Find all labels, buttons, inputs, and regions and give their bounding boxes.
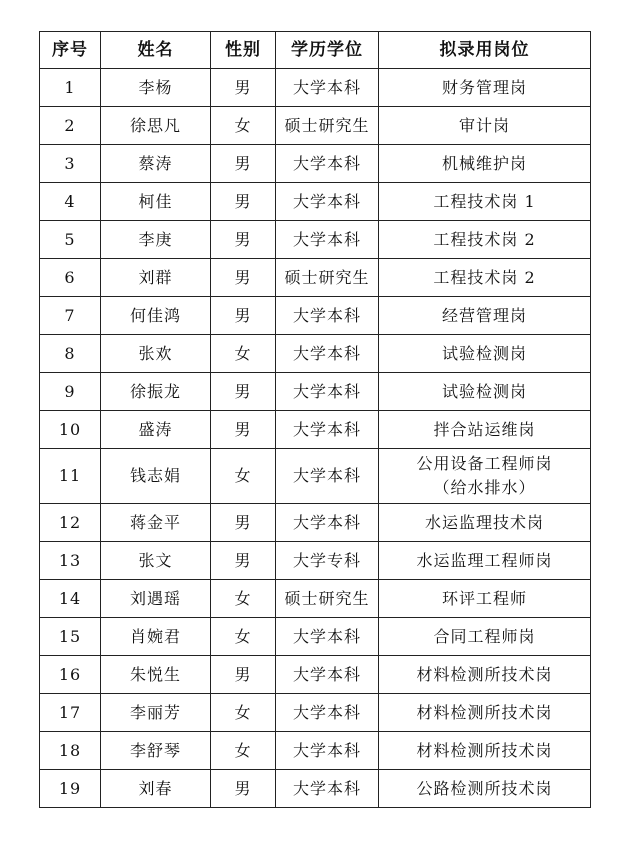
cell-name: 李庚 — [101, 221, 211, 259]
cell-name: 刘春 — [101, 770, 211, 808]
hiring-roster-table — [39, 31, 591, 808]
position-line: 环评工程师 — [441, 588, 527, 608]
cell-serial-number: 15 — [40, 618, 101, 656]
cell-position — [379, 259, 591, 297]
cell-education: 硕士研究生 — [276, 259, 379, 297]
cell-position — [379, 335, 591, 373]
cell-serial-number: 11 — [40, 449, 101, 504]
position-line: （给水排水） — [433, 478, 536, 497]
cell-gender: 女 — [211, 694, 276, 732]
table-row — [40, 69, 591, 107]
cell-serial-number: 10 — [40, 411, 101, 449]
cell-serial-number: 13 — [40, 542, 101, 580]
cell-name: 朱悦生 — [101, 656, 211, 694]
cell-serial-number: 18 — [40, 732, 101, 770]
cell-gender: 女 — [211, 580, 276, 618]
cell-name: 何佳鸿 — [101, 297, 211, 335]
table-row — [40, 107, 591, 145]
cell-education: 大学本科 — [276, 504, 379, 542]
cell-position — [379, 580, 591, 618]
table-row — [40, 732, 591, 770]
position-line: 试验检测岗 — [441, 381, 527, 401]
cell-serial-number: 12 — [40, 504, 101, 542]
cell-education: 大学本科 — [276, 221, 379, 259]
cell-gender: 男 — [211, 373, 276, 411]
cell-position — [379, 411, 591, 449]
position-line: 材料检测所技术岗 — [416, 740, 553, 760]
table-row — [40, 259, 591, 297]
cell-gender: 男 — [211, 69, 276, 107]
cell-education: 大学本科 — [276, 297, 379, 335]
table-row — [40, 618, 591, 656]
cell-gender: 男 — [211, 183, 276, 221]
position-line: 工程技术岗 1 — [433, 191, 536, 211]
cell-name: 李杨 — [101, 69, 211, 107]
position-line: 财务管理岗 — [441, 77, 527, 97]
cell-position — [379, 656, 591, 694]
header-name: 姓名 — [101, 32, 211, 69]
table-row — [40, 694, 591, 732]
cell-position — [379, 694, 591, 732]
cell-serial-number: 9 — [40, 373, 101, 411]
table-row — [40, 411, 591, 449]
cell-name: 李丽芳 — [101, 694, 211, 732]
cell-name: 柯佳 — [101, 183, 211, 221]
table-body — [40, 69, 591, 808]
cell-position — [379, 504, 591, 542]
cell-education: 大学本科 — [276, 656, 379, 694]
cell-education: 大学本科 — [276, 449, 379, 504]
cell-serial-number: 14 — [40, 580, 101, 618]
cell-name: 盛涛 — [101, 411, 211, 449]
table-header-row — [40, 32, 591, 69]
cell-position — [379, 221, 591, 259]
header-position: 拟录用岗位 — [379, 32, 591, 69]
cell-gender: 男 — [211, 259, 276, 297]
position-line: 机械维护岗 — [441, 153, 527, 173]
cell-name: 徐思凡 — [101, 107, 211, 145]
cell-name: 刘遇瑶 — [101, 580, 211, 618]
cell-name: 蒋金平 — [101, 504, 211, 542]
cell-serial-number: 8 — [40, 335, 101, 373]
position-line: 材料检测所技术岗 — [416, 702, 553, 722]
table-row — [40, 449, 591, 504]
cell-serial-number: 6 — [40, 259, 101, 297]
cell-position — [379, 373, 591, 411]
position-line: 试验检测岗 — [441, 343, 527, 363]
cell-position — [379, 297, 591, 335]
position-line: 水运监理技术岗 — [424, 512, 544, 532]
header-serial-number: 序号 — [40, 32, 101, 69]
table-row — [40, 297, 591, 335]
cell-position — [379, 770, 591, 808]
position-line: 拌合站运维岗 — [433, 419, 536, 439]
cell-position — [379, 449, 591, 504]
cell-serial-number: 17 — [40, 694, 101, 732]
cell-education: 大学本科 — [276, 373, 379, 411]
cell-gender: 男 — [211, 504, 276, 542]
cell-position — [379, 145, 591, 183]
position-line: 经营管理岗 — [441, 305, 527, 325]
table-row — [40, 373, 591, 411]
header-education: 学历学位 — [276, 32, 379, 69]
cell-gender: 男 — [211, 542, 276, 580]
cell-name: 刘群 — [101, 259, 211, 297]
cell-gender: 女 — [211, 732, 276, 770]
table-row — [40, 183, 591, 221]
cell-name: 徐振龙 — [101, 373, 211, 411]
position-line: 工程技术岗 2 — [433, 229, 536, 249]
cell-name: 张欢 — [101, 335, 211, 373]
cell-serial-number: 4 — [40, 183, 101, 221]
table-row — [40, 221, 591, 259]
cell-position — [379, 183, 591, 221]
position-line: 水运监理工程师岗 — [416, 550, 553, 570]
position-line: 工程技术岗 2 — [433, 267, 536, 287]
cell-gender: 男 — [211, 770, 276, 808]
table-row — [40, 542, 591, 580]
table-row — [40, 770, 591, 808]
table-row — [40, 145, 591, 183]
cell-serial-number: 3 — [40, 145, 101, 183]
cell-education: 大学本科 — [276, 145, 379, 183]
cell-position — [379, 69, 591, 107]
cell-name: 肖婉君 — [101, 618, 211, 656]
cell-education: 硕士研究生 — [276, 107, 379, 145]
cell-serial-number: 5 — [40, 221, 101, 259]
cell-gender: 女 — [211, 335, 276, 373]
table-row — [40, 580, 591, 618]
cell-name: 张文 — [101, 542, 211, 580]
cell-gender: 女 — [211, 449, 276, 504]
cell-gender: 男 — [211, 411, 276, 449]
cell-education: 大学本科 — [276, 69, 379, 107]
cell-gender: 男 — [211, 221, 276, 259]
position-line: 合同工程师岗 — [433, 626, 536, 646]
cell-education: 硕士研究生 — [276, 580, 379, 618]
cell-position — [379, 542, 591, 580]
table-row — [40, 504, 591, 542]
cell-education: 大学本科 — [276, 770, 379, 808]
cell-education: 大学本科 — [276, 335, 379, 373]
cell-serial-number: 1 — [40, 69, 101, 107]
cell-name: 钱志娟 — [101, 449, 211, 504]
cell-education: 大学本科 — [276, 183, 379, 221]
cell-education: 大学本科 — [276, 694, 379, 732]
table-row — [40, 335, 591, 373]
cell-gender: 女 — [211, 618, 276, 656]
cell-gender: 男 — [211, 297, 276, 335]
cell-name: 李舒琴 — [101, 732, 211, 770]
cell-education: 大学专科 — [276, 542, 379, 580]
cell-education: 大学本科 — [276, 618, 379, 656]
cell-education: 大学本科 — [276, 411, 379, 449]
cell-position — [379, 618, 591, 656]
position-line: 材料检测所技术岗 — [416, 664, 553, 684]
cell-position — [379, 732, 591, 770]
header-gender: 性别 — [211, 32, 276, 69]
cell-gender: 男 — [211, 656, 276, 694]
position-line: 公路检测所技术岗 — [416, 778, 553, 798]
cell-serial-number: 16 — [40, 656, 101, 694]
cell-gender: 女 — [211, 107, 276, 145]
cell-serial-number: 2 — [40, 107, 101, 145]
cell-serial-number: 19 — [40, 770, 101, 808]
table-row — [40, 656, 591, 694]
position-line: 公用设备工程师岗 — [416, 454, 553, 473]
position-line: 审计岗 — [458, 115, 510, 135]
cell-serial-number: 7 — [40, 297, 101, 335]
cell-name: 蔡涛 — [101, 145, 211, 183]
cell-gender: 男 — [211, 145, 276, 183]
cell-position — [379, 107, 591, 145]
cell-education: 大学本科 — [276, 732, 379, 770]
